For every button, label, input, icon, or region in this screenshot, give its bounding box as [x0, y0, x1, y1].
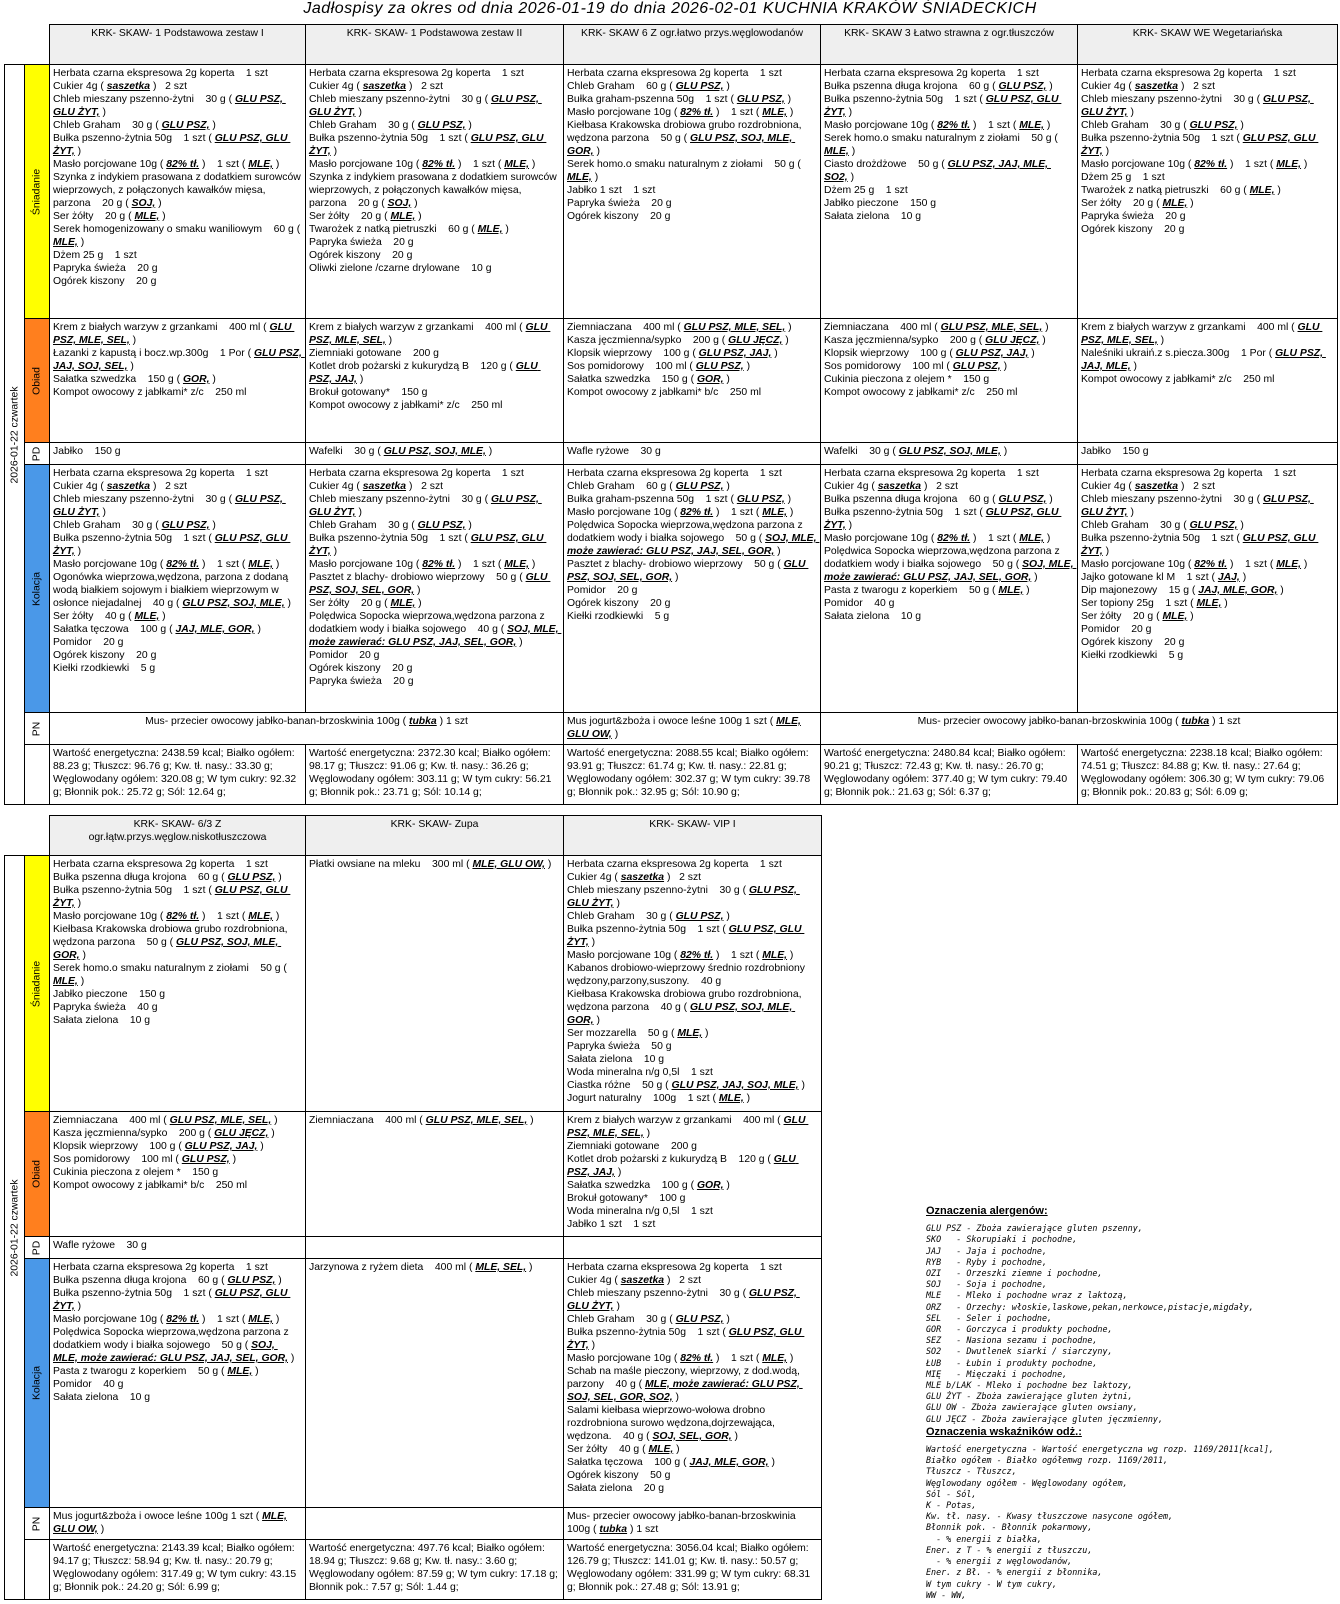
meal-label-kolacja: Kolacja: [25, 465, 50, 713]
date-label: 2026-01-22 czwartek: [9, 385, 20, 484]
menu-table-1: [4, 24, 1338, 805]
page-title: Jadłospisy za okres od dnia 2026-01-19 do dnia 2026-02-01 KUCHNIA KRAKÓW ŚNIADECKICH: [303, 0, 1037, 17]
menu-table-2: [4, 815, 822, 1600]
column-header: KRK- SKAW 3 Łatwo strawna z ogr.tłuszczów: [821, 25, 1078, 65]
menu-cell: Herbata czarna ekspresowa 2g koperta 1 szt Bułka pszenna długa krojona 60 g ( GLU PSZ, ) Bułka pszenno-żytnia 50g 1 szt ( GLU PSZ, GLU ŻYT, ) Masło porcjowane 10g ( 82% tł. ) 1 szt ( MLE, ) Kiełbasa Krakowska drobiowa grubo rozdrobniona, wędzona parzona 50 g ( GLU PSZ, SOJ, MLE, GOR, ) Serek homo.o smaku naturalnym z ziołami 50 g ( MLE, ) Jabłko pieczone 150 g Papryka świeża 40 g Sałata zielona 10 g: [50, 856, 306, 1112]
meal-label-pd: PD: [25, 1237, 50, 1259]
menu-cell: Mus jogurt&zboża i owoce leśne 100g 1 szt ( MLE, GLU OW, ): [50, 1508, 306, 1540]
menu-cell: Krem z białych warzyw z grzankami 400 ml ( GLU PSZ, MLE, SEL, ) Łazanki z kapustą i bocz.wp.300g 1 Por ( GLU PSZ, JAJ, SOJ, SEL, ) Sałatka szwedzka 150 g ( GOR, ) Kompot owocowy z jabłkami* z/c 250 ml: [50, 319, 306, 443]
menu-cell: Herbata czarna ekspresowa 2g koperta 1 szt Cukier 4g ( saszetka ) 2 szt Chleb mieszany pszenno-żytni 30 g ( GLU PSZ, GLU ŻYT, ) Chleb Graham 30 g ( GLU PSZ, ) Bułka pszenno-żytnia 50g 1 szt ( GLU PSZ, GLU ŻYT, ) Masło porcjowane 10g ( 82% tł. ) 1 szt ( MLE, ) Szynka z indykiem prasowana z dodatkiem surowców wieprzowych, z połączonych kawałków mięsa, parzona 20 g ( SOJ, ) Ser żółty 20 g ( MLE, ) Twarożek z natką pietruszki 60 g ( MLE, ) Papryka świeża 20 g Ogórek kiszony 20 g Oliwki zielone /czarne drylowane 10 g: [306, 65, 564, 319]
menu-cell: Herbata czarna ekspresowa 2g koperta 1 szt Cukier 4g ( saszetka ) 2 szt Chleb mieszany pszenno-żytni 30 g ( GLU PSZ, GLU ŻYT, ) Chleb Graham 30 g ( GLU PSZ, ) Bułka pszenno-żytnia 50g 1 szt ( GLU PSZ, GLU ŻYT, ) Masło porcjowane 10g ( 82% tł. ) 1 szt ( MLE, ) Pasztet z blachy- drobiowo wieprzowy 50 g ( GLU PSZ, SOJ, SEL, GOR, ) Ser żółty 20 g ( MLE, ) Polędwica Sopocka wieprzowa,wędzona parzona z dodatkiem wody i białka sojowego 40 g ( SOJ, MLE, może zawierać: GLU PSZ, JAJ, SEL, GOR, ) Pomidor 20 g Ogórek kiszony 20 g Papryka świeża 20 g: [306, 465, 564, 713]
menu-cell: [564, 1237, 822, 1259]
menu-cell: Jarzynowa z ryżem dieta 400 ml ( MLE, SEL, ): [306, 1259, 564, 1508]
menu-cell: Herbata czarna ekspresowa 2g koperta 1 szt Cukier 4g ( saszetka ) 2 szt Bułka pszenna długa krojona 60 g ( GLU PSZ, ) Bułka pszenno-żytnia 50g 1 szt ( GLU PSZ, GLU ŻYT, ) Masło porcjowane 10g ( 82% tł. ) 1 szt ( MLE, ) Polędwica Sopocka wieprzowa,wędzona parzona z dodatkiem wody i białka sojowego 50 g ( SOJ, MLE, może zawierać: GLU PSZ, JAJ, SEL, GOR, ) Pasta z twarogu z koperkiem 50 g ( MLE, ) Pomidor 40 g Sałata zielona 10 g: [821, 465, 1078, 713]
nutrition-cell: Wartość energetyczna: 2088.55 kcal; Białko ogółem: 93.91 g; Tłuszcz: 61.74 g; Kw. tł. nasy.: 22.81 g; Węglowodany ogółem: 302.37 g; W tym cukry: 39.78 g; Błonnik pok.: 32.95 g; Sól: 10.90 g;: [564, 745, 821, 805]
menu-cell: Herbata czarna ekspresowa 2g koperta 1 szt Cukier 4g ( saszetka ) 2 szt Chleb mieszany pszenno-żytni 30 g ( GLU PSZ, GLU ŻYT, ) Chleb Graham 30 g ( GLU PSZ, ) Bułka pszenno-żytnia 50g 1 szt ( GLU PSZ, GLU ŻYT, ) Masło porcjowane 10g ( 82% tł. ) 1 szt ( MLE, ) Dżem 25 g 1 szt Twarożek z natką pietruszki 60 g ( MLE, ) Ser żółty 20 g ( MLE, ) Papryka świeża 20 g Ogórek kiszony 20 g: [1078, 65, 1338, 319]
menu-cell: Mus- przecier owocowy jabłko-banan-brzoskwinia 100g ( tubka ) 1 szt: [564, 1508, 822, 1540]
menu-cell: Jabłko 150 g: [50, 443, 306, 465]
column-header: KRK- SKAW- 6/3 Z ogr.łątw.przys.węglow.niskotłuszczowa: [50, 816, 306, 856]
column-header: KRK- SKAW- 1 Podstawowa zestaw I: [50, 25, 306, 65]
menu-cell: Herbata czarna ekspresowa 2g koperta 1 szt Cukier 4g ( saszetka ) 2 szt Chleb mieszany pszenno-żytni 30 g ( GLU PSZ, GLU ŻYT, ) Chleb Graham 30 g ( GLU PSZ, ) Bułka pszenno-żytnia 50g 1 szt ( GLU PSZ, GLU ŻYT, ) Masło porcjowane 10g ( 82% tł. ) 1 szt ( MLE, ) Szynka z indykiem prasowana z dodatkiem surowców wieprzowych, z połączonych kawałków mięsa, parzona 20 g ( SOJ, ) Ser żółty 20 g ( MLE, ) Serek homogenizowany o smaku waniliowym 60 g ( MLE, ) Dżem 25 g 1 szt Papryka świeża 20 g Ogórek kiszony 20 g: [50, 65, 306, 319]
menu-cell: Krem z białych warzyw z grzankami 400 ml ( GLU PSZ, MLE, SEL, ) Ziemniaki gotowane 200 g Kotlet drob pożarski z kukurydzą B 120 g ( GLU PSZ, JAJ, ) Sałatka szwedzka 100 g ( GOR, ) Brokuł gotowany* 100 g Woda mineralna n/g 0,5l 1 szt Jabłko 1 szt 1 szt: [564, 1112, 822, 1237]
menu-cell: Mus jogurt&zboża i owoce leśne 100g 1 szt ( MLE, GLU OW, ): [564, 713, 821, 745]
date-label: 2026-01-22 czwartek: [9, 1178, 20, 1277]
meal-label-sniadanie: Śniadanie: [25, 856, 50, 1112]
nutrition-cell: Wartość energetyczna: 2372.30 kcal; Białko ogółem: 98.17 g; Tłuszcz: 91.06 g; Kw. tł. nasy.: 36.26 g; Węglowodany ogółem: 303.11 g; W tym cukry: 56.21 g; Błonnik pok.: 23.71 g; Sól: 10.14 g;: [306, 745, 564, 805]
menu-cell: Mus- przecier owocowy jabłko-banan-brzoskwinia 100g ( tubka ) 1 szt: [821, 713, 1338, 745]
menu-cell: Ziemniaczana 400 ml ( GLU PSZ, MLE, SEL, ) Kasza jęczmienna/sypko 200 g ( GLU JĘCZ, ) Klopsik wieprzowy 100 g ( GLU PSZ, JAJ, ) Sos pomidorowy 100 ml ( GLU PSZ, ) Cukinia pieczona z olejem * 150 g Kompot owocowy z jabłkami* z/c 250 ml: [821, 319, 1078, 443]
date-cell: [5, 856, 25, 1600]
menu-cell: Herbata czarna ekspresowa 2g koperta 1 szt Cukier 4g ( saszetka ) 2 szt Chleb mieszany pszenno-żytni 30 g ( GLU PSZ, GLU ŻYT, ) Chleb Graham 30 g ( GLU PSZ, ) Bułka pszenno-żytnia 50g 1 szt ( GLU PSZ, GLU ŻYT, ) Masło porcjowane 10g ( 82% tł. ) 1 szt ( MLE, ) Ogonówka wieprzowa,wędzona, parzona z dodaną wodą białkiem sojowym i białkiem wieprzowym w osłonce niejadalnej 40 g ( GLU PSZ, SOJ, MLE, ) Ser żółty 40 g ( MLE, ) Sałatka tęczowa 100 g ( JAJ, MLE, GOR, ) Pomidor 20 g Ogórek kiszony 20 g Kiełki rzodkiewki 5 g: [50, 465, 306, 713]
meal-label-obiad: Obiad: [25, 319, 50, 443]
menu-cell: Herbata czarna ekspresowa 2g koperta 1 szt Bułka pszenna długa krojona 60 g ( GLU PSZ, ) Bułka pszenno-żytnia 50g 1 szt ( GLU PSZ, GLU ŻYT, ) Masło porcjowane 10g ( 82% tł. ) 1 szt ( MLE, ) Serek homo.o smaku naturalnym z ziołami 50 g ( MLE, ) Ciasto drożdżowe 50 g ( GLU PSZ, JAJ, MLE, SO2, ) Dżem 25 g 1 szt Jabłko pieczone 150 g Sałata zielona 10 g: [821, 65, 1078, 319]
column-header: KRK- SKAW- Zupa: [306, 816, 564, 856]
meal-label-kolacja: Kolacja: [25, 1259, 50, 1508]
column-header: KRK- SKAW- VIP I: [564, 816, 822, 856]
meal-label-obiad: Obiad: [25, 1112, 50, 1237]
menu-cell: Krem z białych warzyw z grzankami 400 ml ( GLU PSZ, MLE, SEL, ) Naleśniki ukraiń.z s.piecza.300g 1 Por ( GLU PSZ, JAJ, MLE, ) Kompot owocowy z jabłkami* z/c 250 ml: [1078, 319, 1338, 443]
menu-cell: Herbata czarna ekspresowa 2g koperta 1 szt Cukier 4g ( saszetka ) 2 szt Chleb mieszany pszenno-żytni 30 g ( GLU PSZ, GLU ŻYT, ) Chleb Graham 30 g ( GLU PSZ, ) Bułka pszenno-żytnia 50g 1 szt ( GLU PSZ, GLU ŻYT, ) Masło porcjowane 10g ( 82% tł. ) 1 szt ( MLE, ) Kabanos drobiowo-wieprzowy średnio rozdrobniony wędzony,parzony,suszony. 40 g Kiełbasa Krakowska drobiowa grubo rozdrobniona, wędzona parzona 40 g ( GLU PSZ, SOJ, MLE, GOR, ) Ser mozzarella 50 g ( MLE, ) Papryka świeża 50 g Sałata zielona 10 g Woda mineralna n/g 0,5l 1 szt Ciastka różne 50 g ( GLU PSZ, JAJ, SOJ, MLE, ) Jogurt naturalny 100g 1 szt ( MLE, ): [564, 856, 822, 1112]
menu-cell: Krem z białych warzyw z grzankami 400 ml ( GLU PSZ, MLE, SEL, ) Ziemniaki gotowane 200 g Kotlet drob pożarski z kukurydzą B 120 g ( GLU PSZ, JAJ, ) Brokuł gotowany* 150 g Kompot owocowy z jabłkami* z/c 250 ml: [306, 319, 564, 443]
meal-label-pn: PN: [25, 713, 50, 745]
menu-cell: Jabłko 150 g: [1078, 443, 1338, 465]
nutrition-cell: Wartość energetyczna: 2480.84 kcal; Białko ogółem: 90.21 g; Tłuszcz: 72.43 g; Kw. tł. nasy.: 26.70 g; Węglowodany ogółem: 377.40 g; W tym cukry: 79.40 g; Błonnik pok.: 21.63 g; Sól: 6.37 g;: [821, 745, 1078, 805]
menu-cell: Ziemniaczana 400 ml ( GLU PSZ, MLE, SEL, ) Kasza jęczmienna/sypko 200 g ( GLU JĘCZ, ) Klopsik wieprzowy 100 g ( GLU PSZ, JAJ, ) Sos pomidorowy 100 ml ( GLU PSZ, ) Cukinia pieczona z olejem * 150 g Kompot owocowy z jabłkami* b/c 250 ml: [50, 1112, 306, 1237]
nutrition-cell: Wartość energetyczna: 2143.39 kcal; Białko ogółem: 94.17 g; Tłuszcz: 58.94 g; Kw. tł. nasy.: 20.79 g; Węglowodany ogółem: 317.49 g; W tym cukry: 43.15 g; Błonnik pok.: 24.20 g; Sól: 6.99 g;: [50, 1540, 306, 1600]
menu-cell: Ziemniaczana 400 ml ( GLU PSZ, MLE, SEL, ): [306, 1112, 564, 1237]
menu-cell: Płatki owsiane na mleku 300 ml ( MLE, GLU OW, ): [306, 856, 564, 1112]
menu-cell: [306, 1237, 564, 1259]
menu-cell: Wafle ryżowe 30 g: [564, 443, 821, 465]
meal-label-pd: PD: [25, 443, 50, 465]
allergens-legend-title: Oznaczenia alergenów:: [926, 1205, 1048, 1217]
menu-cell: Ziemniaczana 400 ml ( GLU PSZ, MLE, SEL, ) Kasza jęczmienna/sypko 200 g ( GLU JĘCZ, ) Klopsik wieprzowy 100 g ( GLU PSZ, JAJ, ) Sos pomidorowy 100 ml ( GLU PSZ, ) Sałatka szwedzka 150 g ( GOR, ) Kompot owocowy z jabłkami* b/c 250 ml: [564, 319, 821, 443]
column-header: KRK- SKAW- 1 Podstawowa zestaw II: [306, 25, 564, 65]
nutrition-cell: Wartość energetyczna: 497.76 kcal; Białko ogółem: 18.94 g; Tłuszcz: 9.68 g; Kw. tł. nasy.: 3.60 g; Węglowodany ogółem: 87.59 g; W tym cukry: 17.18 g; Błonnik pok.: 7.57 g; Sól: 1.44 g;: [306, 1540, 564, 1600]
date-cell: [5, 65, 25, 805]
menu-cell: Herbata czarna ekspresowa 2g koperta 1 szt Chleb Graham 60 g ( GLU PSZ, ) Bułka graham-pszenna 50g 1 szt ( GLU PSZ, ) Masło porcjowane 10g ( 82% tł. ) 1 szt ( MLE, ) Polędwica Sopocka wieprzowa,wędzona parzona z dodatkiem wody i białka sojowego 50 g ( SOJ, MLE, może zawierać: GLU PSZ, JAJ, SEL, GOR, ) Pasztet z blachy- drobiowo wieprzowy 50 g ( GLU PSZ, SOJ, SEL, GOR, ) Pomidor 20 g Ogórek kiszony 20 g Kiełki rzodkiewki 5 g: [564, 465, 821, 713]
column-header: KRK- SKAW WE Wegetariańska: [1078, 25, 1338, 65]
menu-cell: Wafelki 30 g ( GLU PSZ, SOJ, MLE, ): [306, 443, 564, 465]
nutrition-cell: Wartość energetyczna: 3056.04 kcal; Białko ogółem: 126.79 g; Tłuszcz: 141.01 g; Kw. tł. nasy.: 50.57 g; Węglowodany ogółem: 331.99 g; W tym cukry: 68.31 g; Błonnik pok.: 27.48 g; Sól: 13.91 g;: [564, 1540, 822, 1600]
meal-label-pn: PN: [25, 1508, 50, 1540]
menu-cell: Herbata czarna ekspresowa 2g koperta 1 szt Cukier 4g ( saszetka ) 2 szt Chleb mieszany pszenno-żytni 30 g ( GLU PSZ, GLU ŻYT, ) Chleb Graham 30 g ( GLU PSZ, ) Bułka pszenno-żytnia 50g 1 szt ( GLU PSZ, GLU ŻYT, ) Masło porcjowane 10g ( 82% tł. ) 1 szt ( MLE, ) Jajko gotowane kl M 1 szt ( JAJ, ) Dip majonezowy 15 g ( JAJ, MLE, GOR, ) Ser topiony 25g 1 szt ( MLE, ) Ser żółty 20 g ( MLE, ) Pomidor 20 g Ogórek kiszony 20 g Kiełki rzodkiewki 5 g: [1078, 465, 1338, 713]
nutrition-cell: Wartość energetyczna: 2438.59 kcal; Białko ogółem: 88.23 g; Tłuszcz: 96.76 g; Kw. tł. nasy.: 33.30 g; Węglowodany ogółem: 320.08 g; W tym cukry: 92.32 g; Błonnik pok.: 25.72 g; Sól: 12.64 g;: [50, 745, 306, 805]
menu-cell: Wafelki 30 g ( GLU PSZ, SOJ, MLE, ): [821, 443, 1078, 465]
menu-cell: Herbata czarna ekspresowa 2g koperta 1 szt Cukier 4g ( saszetka ) 2 szt Chleb mieszany pszenno-żytni 30 g ( GLU PSZ, GLU ŻYT, ) Chleb Graham 30 g ( GLU PSZ, ) Bułka pszenno-żytnia 50g 1 szt ( GLU PSZ, GLU ŻYT, ) Masło porcjowane 10g ( 82% tł. ) 1 szt ( MLE, ) Schab na maśle pieczony, wieprzowy, z dod.wodą, parzony 40 g ( MLE, może zawierać: GLU PSZ, SOJ, SEL, GOR, SO2, ) Salami kiełbasa wieprzowo-wołowa drobno rozdrobniona surowo wędzona,dojrzewająca, wędzona. 40 g ( SOJ, SEL, GOR, ) Ser żółty 40 g ( MLE, ) Sałatka tęczowa 100 g ( JAJ, MLE, GOR, ) Ogórek kiszony 50 g Sałata zielona 20 g: [564, 1259, 822, 1508]
menu-cell: Herbata czarna ekspresowa 2g koperta 1 szt Chleb Graham 60 g ( GLU PSZ, ) Bułka graham-pszenna 50g 1 szt ( GLU PSZ, ) Masło porcjowane 10g ( 82% tł. ) 1 szt ( MLE, ) Kiełbasa Krakowska drobiowa grubo rozdrobniona, wędzona parzona 50 g ( GLU PSZ, SOJ, MLE, GOR, ) Serek homo.o smaku naturalnym z ziołami 50 g ( MLE, ) Jabłko 1 szt 1 szt Papryka świeża 20 g Ogórek kiszony 20 g: [564, 65, 821, 319]
menu-cell: Wafle ryżowe 30 g: [50, 1237, 306, 1259]
menu-cell: Herbata czarna ekspresowa 2g koperta 1 szt Bułka pszenna długa krojona 60 g ( GLU PSZ, ) Bułka pszenno-żytnia 50g 1 szt ( GLU PSZ, GLU ŻYT, ) Masło porcjowane 10g ( 82% tł. ) 1 szt ( MLE, ) Polędwica Sopocka wieprzowa,wędzona parzona z dodatkiem wody i białka sojowego 50 g ( SOJ, MLE, może zawierać: GLU PSZ, JAJ, SEL, GOR, ) Pasta z twarogu z koperkiem 50 g ( MLE, ) Pomidor 40 g Sałata zielona 10 g: [50, 1259, 306, 1508]
menu-cell: [306, 1508, 564, 1540]
menu-cell: Mus- przecier owocowy jabłko-banan-brzoskwinia 100g ( tubka ) 1 szt: [50, 713, 564, 745]
allergens-legend: GLU PSZ - Zboża zawierające gluten pszenny, SKO - Skorupiaki i pochodne, JAJ - Jaja i pochodne, RYB - Ryby i pochodne, OZI - Orzeszki ziemne i pochodne, SOJ - Soja i pochodne, MLE - Mleko i pochodne wraz z laktozą, ORZ - Orzechy: włoskie,laskowe,pekan,nerkowce,pistacje,migdały, SEL - Seler i pochodne, GOR - Gorczyca i produkty pochodne, SEZ - Nasiona sezamu i pochodne, SO2 - Dwutlenek siarki / siarczyny, ŁUB - Łubin i produkty pochodne, MIĘ - Mięczaki i pochodne, MLE b/LAK - Mleko i pochodne bez laktozy, GLU ŻYT - Zboża zawierające gluten żytni, GLU OW - Zboża zawierające gluten owsiany, GLU JĘCZ - Zboża zawierające gluten jęczmienny,: [926, 1223, 1254, 1424]
legend: [926, 1204, 1331, 1601]
indicators-legend-title: Oznaczenia wskaźników odż.:: [926, 1425, 1082, 1438]
indicators-legend: Wartość energetyczna - Wartość energetyczna wg rozp. 1169/2011[kcal], Białko ogółem - Białko ogółemwg rozp. 1169/2011, Tłuszcz - Tłuszcz, Węglowodany ogółem - Węglowodany ogółem, Sól - Sól, K - Potas, Kw. tł. nasy. - Kwasy tłuszczowe nasycone ogółem, Błonnik pok. - Błonnik pokarmowy, - % energii z białka, Ener. z T - % energii z tłuszczu, - % energii z węglowodanów, Ener. z Bł. - % energii z błonnika, W tym cukry - W tym cukry, WW - WW,: [926, 1444, 1274, 1600]
nutrition-cell: Wartość energetyczna: 2238.18 kcal; Białko ogółem: 74.51 g; Tłuszcz: 84.88 g; Kw. tł. nasy.: 27.64 g; Węglowodany ogółem: 306.30 g; W tym cukry: 79.06 g; Błonnik pok.: 20.83 g; Sól: 6.09 g;: [1078, 745, 1338, 805]
meal-label-sniadanie: Śniadanie: [25, 65, 50, 319]
column-header: KRK- SKAW 6 Z ogr.łatwo przys.węglowodanów: [564, 25, 821, 65]
